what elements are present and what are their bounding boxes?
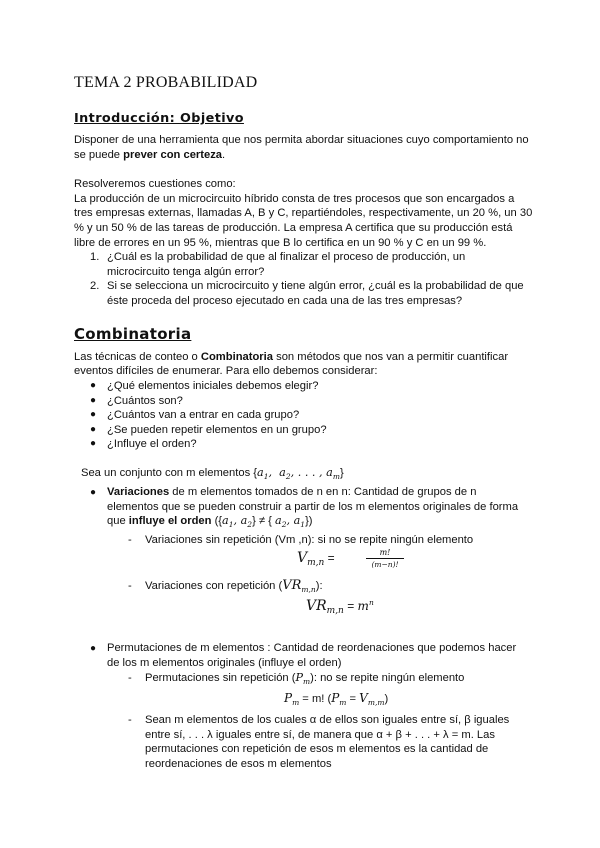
intro-paragraph-line: se puede prever con certeza. <box>74 149 226 161</box>
section-heading-combinatoria: Combinatoria <box>74 325 192 343</box>
page-title: TEMA 2 PROBABILIDAD <box>74 74 258 91</box>
question-line: microcircuito tenga algún error? <box>107 266 265 278</box>
bullet-dot: ● <box>90 487 97 498</box>
comb-paragraph-line: eventos difíciles de enumerar. Para ello debemos considerar: <box>74 365 378 377</box>
question-line: ¿Cuál es la probabilidad de que al finalizar el proceso de producción, un <box>107 251 466 263</box>
intro-paragraph-line: Resolveremos cuestiones como: <box>74 178 236 190</box>
bullet-dot: ● <box>90 423 97 435</box>
intro-paragraph-line: % y un 50 % de las tareas de producción. La empresa A certifica que su producción está <box>74 222 513 234</box>
intro-paragraph-line: Disponer de una herramienta que nos permita abordar situaciones cuyo comportamiento no <box>74 134 529 146</box>
dash: - <box>128 714 132 726</box>
variaciones-fraction: m! (m−n)! <box>366 548 404 569</box>
permutaciones-formula: $P_m = m$! $(P_m = V_{m,m})$ <box>284 691 389 707</box>
question-number: 2. <box>90 280 100 292</box>
intro-paragraph-line: tres empresas externas, llamadas A, B y C, repartiéndoles, respectivamente, un 20 %, un 30 <box>74 207 533 219</box>
variaciones-formula: $V_{m,n}$ = <box>297 550 335 568</box>
variaciones-sin-repeticion: Variaciones sin repetición (Vm ,n): si no se repite ningún elemento <box>145 534 474 546</box>
question-number: 1. <box>90 251 100 263</box>
intro-paragraph-line: libre de errores en un 95 %, mientras que B lo certifica en un 90 % y C en un 99 %. <box>74 237 487 249</box>
intro-paragraph-line: La producción de un microcircuito híbrido consta de tres procesos que son encargados a <box>74 193 515 205</box>
question-line: Si se selecciona un microcircuito y tiene algún error, ¿cuál es la probabilidad de que <box>107 280 524 292</box>
bullet-item: ¿Qué elementos iniciales debemos elegir? <box>107 380 319 392</box>
variaciones-repeticion-formula: $VR_{m,n} = m^n$ <box>306 598 374 616</box>
comb-paragraph-line: Las técnicas de conteo o Combinatoria son métodos que nos van a permitir cuantificar <box>74 351 509 363</box>
dash: - <box>128 580 132 592</box>
variaciones-line: elementos que se pueden construir a partir de los m elementos originales de forma <box>107 501 519 513</box>
variaciones-line: Variaciones de m elementos tomados de n en n: Cantidad de grupos de n <box>107 486 477 498</box>
question-line: éste proceda del proceso ejecutado en cada una de las tres empresas? <box>107 295 463 307</box>
set-definition: Sea un conjunto con m elementos {$a_1$, $a_2$, . . . , $a_m$} <box>81 466 344 481</box>
permutaciones-repeticion-line: entre sí, . . . λ iguales entre sí, de manera que α + β + . . . + λ = m. Las <box>145 729 495 741</box>
permutaciones-repeticion-line: permutaciones con repetición de esos m elementos es la cantidad de <box>145 743 489 755</box>
bullet-dot: ● <box>90 643 97 654</box>
permutaciones-repeticion-line: Sean m elementos de los cuales α de ellos son iguales entre sí, β iguales <box>145 714 510 726</box>
bullet-dot: ● <box>90 380 97 391</box>
bullet-item: ¿Cuántos son? <box>107 394 183 407</box>
bullet-item: ¿Influye el orden? <box>107 438 197 451</box>
bullet-dot: ● <box>90 394 97 406</box>
bullet-dot: ● <box>90 409 97 421</box>
dash: - <box>128 534 132 546</box>
permutaciones-repeticion-line: reordenaciones de esos m elementos <box>145 758 332 770</box>
dash: - <box>128 672 132 684</box>
permutaciones-line: de los m elementos originales (influye el orden) <box>107 657 342 669</box>
variaciones-line: que influye el orden ({$a_1$, $a_2$} ≠ { $a_2$, $a_1$}) <box>107 514 313 529</box>
bullet-dot: ● <box>90 438 97 450</box>
bullet-item: ¿Cuántos van a entrar en cada grupo? <box>107 409 300 422</box>
variaciones-con-repeticion: Variaciones con repetición $(VR_{m,n})$: <box>145 578 323 594</box>
permutaciones-line: Permutaciones de m elementos : Cantidad de reordenaciones que podemos hacer <box>107 642 517 654</box>
bullet-item: ¿Se pueden repetir elementos en un grupo? <box>107 423 327 436</box>
permutaciones-sin-repeticion: Permutaciones sin repetición $(P_m)$: no se repite ningún elemento <box>145 671 465 686</box>
section-heading-intro: Introducción: Objetivo <box>74 111 244 126</box>
